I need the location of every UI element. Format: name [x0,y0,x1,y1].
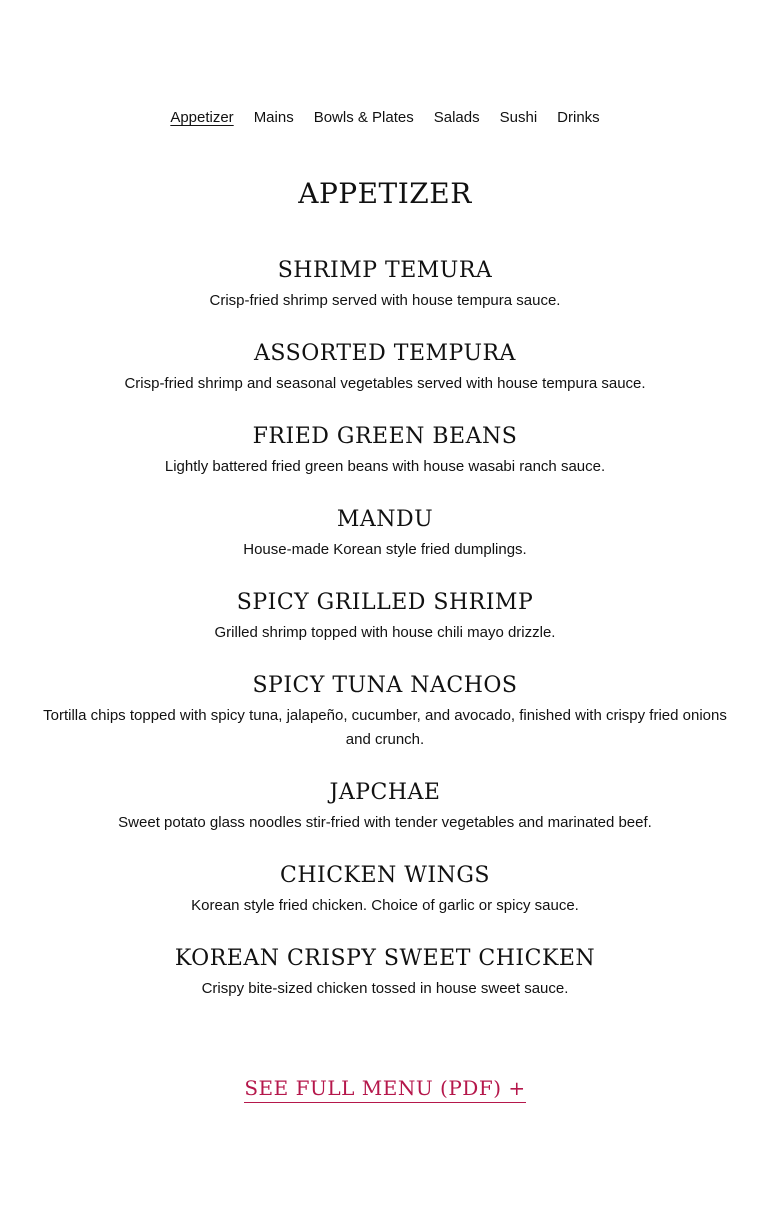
menu-item-name: FRIED GREEN BEANS [252,424,518,449]
menu-item [0,506,770,562]
menu-item-name: SPICY TUNA NACHOS [252,673,518,698]
section-title: APPETIZER [298,177,472,210]
menu-category-nav [0,108,770,128]
menu-item-description: Crisp-fried shrimp served with house tempura sauce. [209,292,561,309]
menu-item-name: CHICKEN WINGS [280,863,490,888]
menu-item-name: SPICY GRILLED SHRIMP [236,590,534,615]
menu-item-name: ASSORTED TEMPURA [254,341,516,366]
tab-appetizer[interactable]: Appetizer [170,109,234,126]
menu-item-name: MANDU [336,507,434,532]
menu-item-description: House-made Korean style fried dumplings. [243,541,527,558]
see-full-menu-link[interactable]: SEE FULL MENU (PDF) + [244,1076,525,1103]
menu-item [0,779,770,835]
menu-item [0,945,770,1001]
menu-item-description: Korean style fried chicken. Choice of garlic or spicy sauce. [191,897,579,914]
full-menu-container [0,1074,770,1102]
menu-item-name: SHRIMP TEMURA [277,258,493,283]
menu-item-description: Tortilla chips topped with spicy tuna, jalapeño, cucumber, and avocado, finished with crispy fried onions and crunch. [43,707,727,748]
menu-item [0,340,770,396]
tab-sushi[interactable]: Sushi [499,109,538,126]
menu-item-description: Crisp-fried shrimp and seasonal vegetables served with house tempura sauce. [124,375,646,392]
menu-item [0,862,770,918]
menu-item-description: Crispy bite-sized chicken tossed in house sweet sauce. [201,980,569,997]
menu-item [0,589,770,645]
menu-item [0,423,770,479]
menu-item-name: JAPCHAE [329,780,441,805]
menu-item-description: Lightly battered fried green beans with house wasabi ranch sauce. [164,458,606,475]
tab-salads[interactable]: Salads [433,109,480,126]
menu-item-description: Grilled shrimp topped with house chili mayo drizzle. [214,624,556,641]
menu-item-name: KOREAN CRISPY SWEET CHICKEN [174,946,596,971]
tab-bowls-plates[interactable]: Bowls & Plates [313,109,414,126]
tab-mains[interactable]: Mains [253,109,294,126]
tab-drinks[interactable]: Drinks [557,109,600,126]
menu-items-list [0,257,770,1028]
menu-item [0,672,770,752]
menu-item [0,257,770,313]
menu-item-description: Sweet potato glass noodles stir-fried with tender vegetables and marinated beef. [118,814,652,831]
